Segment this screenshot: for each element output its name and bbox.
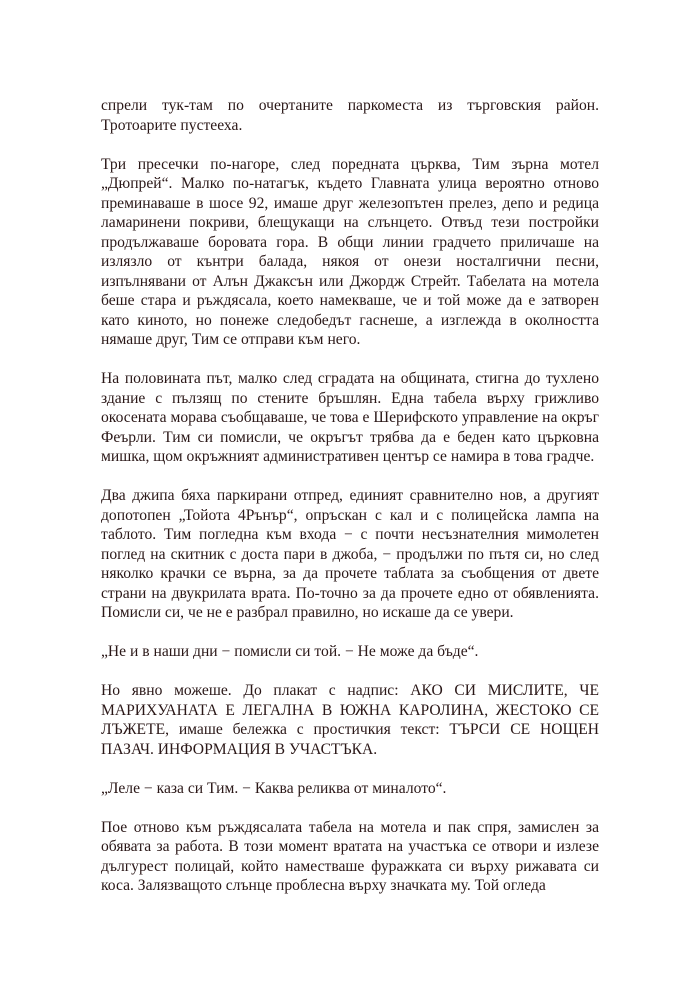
paragraph-3: На половината път, малко след сградата на общината, стигна до тухлено здание с пълзящ по стените бръшлян. Една табела върху грижливо окосената морава съобщаваше, че това е Шерифското управление на окръг Феърли. Тим си помисли, че окръгът трябва да е беден като църковна мишка, щом окръжният административен център се намира в това градче. — [101, 370, 599, 465]
paragraph-5: „Не и в наши дни − помисли си той. − Не може да бъде“. — [101, 643, 479, 660]
document-page — [101, 96, 599, 915]
paragraph-7: „Леле − каза си Тим. − Каква реликва от миналото“. — [101, 779, 447, 797]
paragraph-4: Два джипа бяха паркирани отпред, единият сравнително нов, а другият допотопен „Тойота 4Рънър“, опръскан с кал и с полицейска лампа на таблото. Тим погледна към входа − с почти несъзнателния мимолетен поглед на скитник с доста пари в джоба, − продължи по пътя си, но след няколко крачки се върна, за да прочете таблата за съобщения от двете страни на двукрилата врата. По-точно за да прочете едно от обявленията. Помисли си, че не е разбрал правилно, но искаше да се увери. — [101, 487, 599, 621]
paragraph-1: спрели тук-там по очертаните паркоместа из търговския район. Тротоарите пустееха. — [101, 97, 599, 134]
paragraph-8: Пое отново към ръждясалата табела на мотела и пак спря, замислен за обявата за работа. В този момент вратата на участъка се отвори и излезе дългурест полицай, който наместваше фуражката си върху рижавата си коса. Залязващото слънце проблесна върху значката му. Той огледа — [101, 818, 599, 894]
paragraph-2: Три пресечки по-нагоре, след поредната църква, Тим зърна мотел „Дюпрей“. Малко по-натагък, където Главната улица вероятно отново преминаваше в шосе 92, имаше друг железопътен прелез, депо и редица ламаринени покриви, блещукащи на слънцето. Отвъд тези постройки продължаваше боровата гора. В общи линии градчето приличаше на излязло от кънтри балада, някоя от онези носталгични песни, изпълнявани от Алън Джаксън или Джордж Стрейт. Табелата на мотела беше стара и ръждясала, което намекваше, че и той може да е затворен като киното, но понеже следобедът гаснеше, а изглежда в околността нямаше друг, Тим се отправи към него. — [101, 155, 599, 348]
paragraph-6: Но явно можеше. До плакат с надпис: АКО СИ МИСЛИТЕ, ЧЕ МАРИХУАНАТА Е ЛЕГАЛНА В ЮЖНА КАРОЛИНА, ЖЕСТОКО СЕ ЛЪЖЕТЕ, имаше бележка с простичкия текст: ТЪРСИ СЕ НОЩЕН ПАЗАЧ. ИНФОРМАЦИЯ В УЧАСТЪКА. — [101, 682, 599, 758]
